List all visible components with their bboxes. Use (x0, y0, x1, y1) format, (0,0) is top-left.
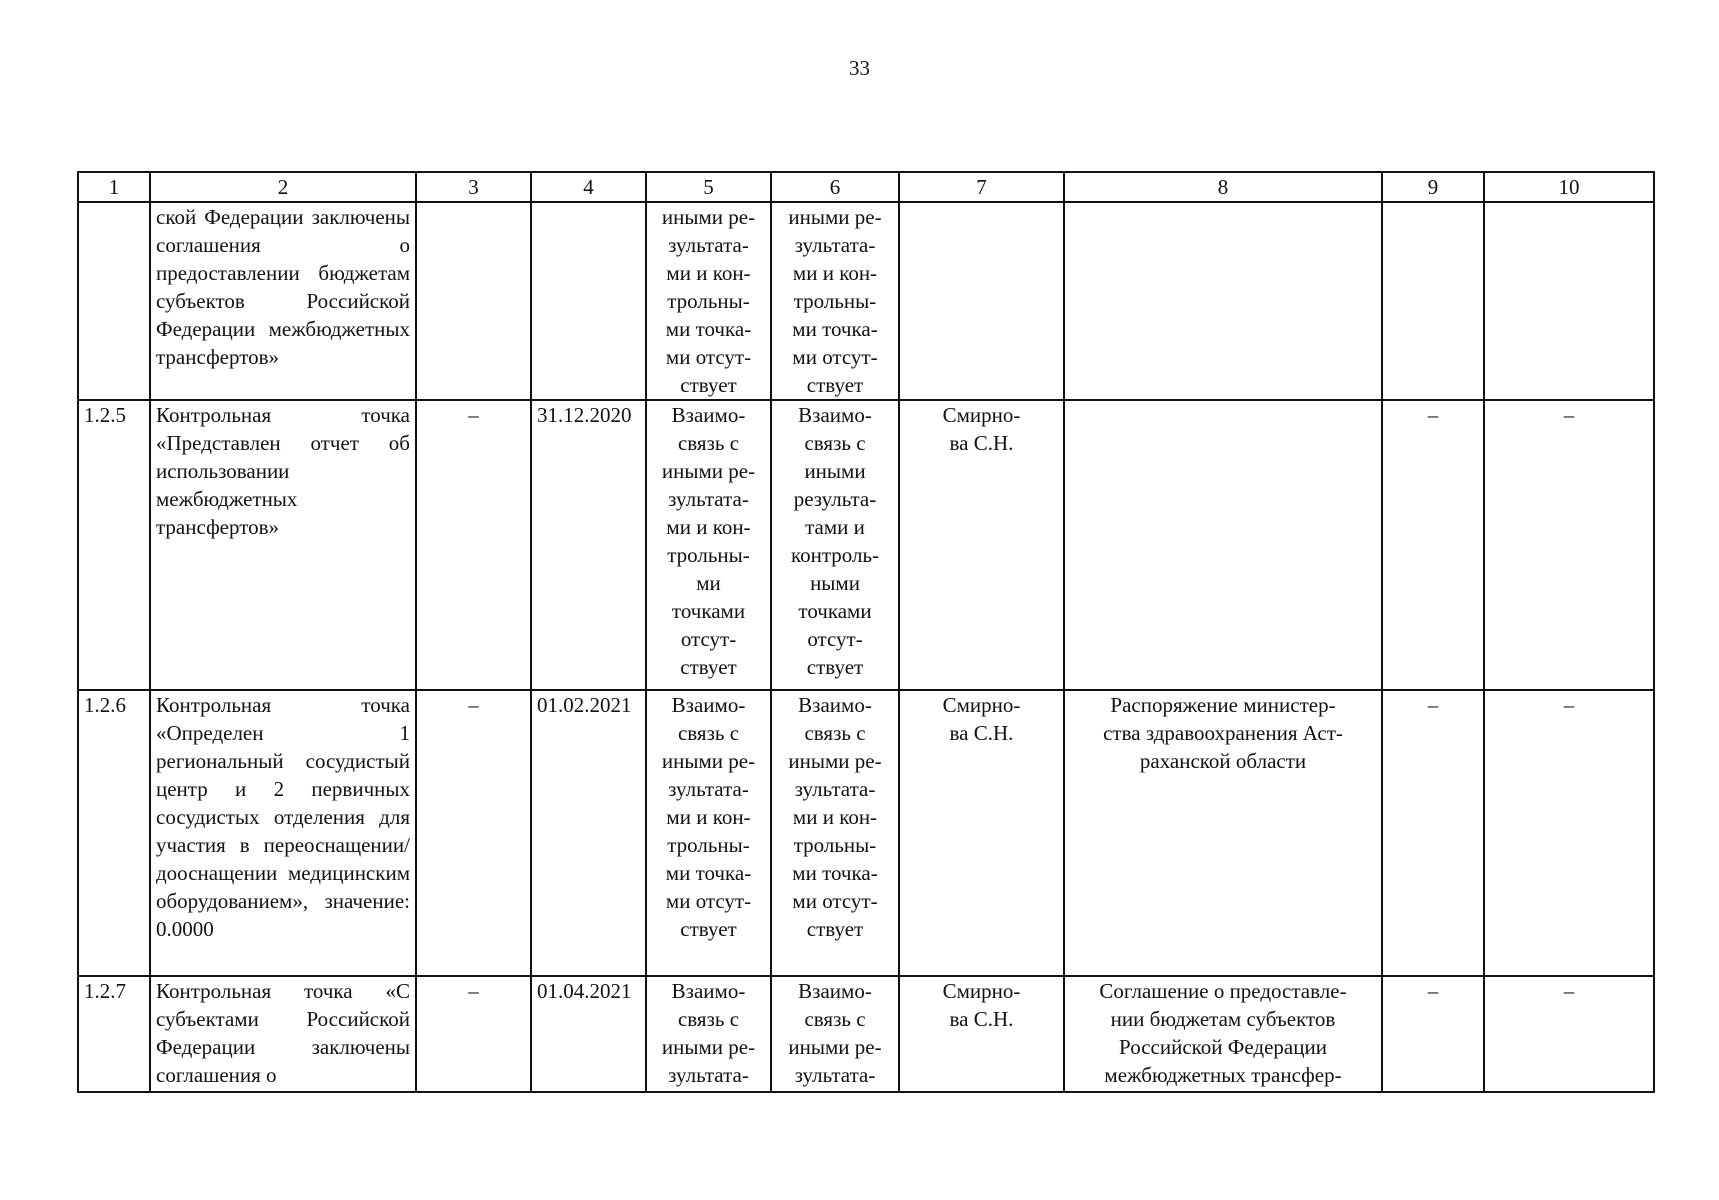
document-name: Распоряжение министер- ства здравоохранения Аст- раханской области (1103, 693, 1343, 773)
column-number-row (78, 172, 1654, 202)
cell-col3: – (416, 976, 531, 1092)
item-date: 01.02.2021 (531, 690, 646, 976)
cell-col5: Взаимо- связь с иными ре- зультата- ми и кон- трольны- ми точками отсут- ствует (661, 403, 756, 679)
item-description: ской Федерации заключены соглашения о предоставлении бюджетам субъектов Российской Федерации межбюджетных трансфертов» (150, 202, 416, 400)
column-number: 10 (1484, 172, 1654, 202)
responsible-person: Смирно- ва С.Н. (942, 979, 1021, 1031)
column-number: 5 (646, 172, 771, 202)
column-number: 8 (1064, 172, 1382, 202)
cell-col3: – (416, 690, 531, 976)
cell-col5: Взаимо- связь с иными ре- зультата- (661, 979, 756, 1087)
cell-col6: Взаимо- связь с иными результа- тами и контроль- ными точками отсут- ствует (790, 403, 880, 679)
item-description: Контрольная точка «Представлен отчет об использовании межбюджетных трансфертов» (150, 400, 416, 690)
column-number: 9 (1382, 172, 1484, 202)
column-number: 4 (531, 172, 646, 202)
column-number: 2 (150, 172, 416, 202)
column-number: 1 (78, 172, 150, 202)
cell-col10: – (1484, 976, 1654, 1092)
item-date (531, 202, 646, 400)
item-number: 1.2.6 (78, 690, 150, 976)
item-number (78, 202, 150, 400)
cell-col6: Взаимо- связь с иными ре- зультата- (788, 979, 882, 1087)
cell-col9 (1382, 202, 1484, 400)
cell-col9: – (1382, 400, 1484, 690)
responsible-person: Смирно- ва С.Н. (942, 403, 1021, 455)
cell-col3: – (416, 400, 531, 690)
column-number: 7 (899, 172, 1064, 202)
responsible-person: Смирно- ва С.Н. (942, 693, 1021, 745)
cell-col10: – (1484, 400, 1654, 690)
item-date: 01.04.2021 (531, 976, 646, 1092)
cell-col6: Взаимо- связь с иными ре- зультата- ми и кон- трольны- ми точка- ми отсут- ствует (788, 693, 882, 941)
cell-col9: – (1382, 690, 1484, 976)
item-description: Контрольная точка «С субъектами Российской Федерации заключены соглашения о (150, 976, 416, 1092)
cell-col9: – (1382, 976, 1484, 1092)
cell-col5: Взаимо- связь с иными ре- зультата- ми и кон- трольны- ми точка- ми отсут- ствует (661, 693, 756, 941)
item-number: 1.2.5 (78, 400, 150, 690)
column-number: 6 (771, 172, 899, 202)
document-name: Соглашение о предоставле- нии бюджетам субъектов Российской Федерации межбюджетных трансфер- (1099, 979, 1347, 1087)
cell-col3 (416, 202, 531, 400)
item-date: 31.12.2020 (531, 400, 646, 690)
table-row (78, 400, 1654, 690)
cell-col5: иными ре- зультата- ми и кон- трольны- ми точка- ми отсут- ствует (661, 205, 756, 397)
item-description: Контрольная точка «Определен 1 региональный сосудистый центр и 2 первичных сосудистых отделения для участия в переоснащении/ дооснащении медицинским оборудованием», значение: 0.0000 (150, 690, 416, 976)
plan-table (77, 171, 1655, 1093)
cell-col6: иными ре- зультата- ми и кон- трольны- ми точка- ми отсут- ствует (788, 205, 882, 397)
cell-col10: – (1484, 690, 1654, 976)
cell-col10 (1484, 202, 1654, 400)
table-row (78, 202, 1654, 400)
column-number: 3 (416, 172, 531, 202)
page-number: 33 (849, 56, 870, 80)
table-row (78, 976, 1654, 1092)
table-row (78, 690, 1654, 976)
item-number: 1.2.7 (78, 976, 150, 1092)
